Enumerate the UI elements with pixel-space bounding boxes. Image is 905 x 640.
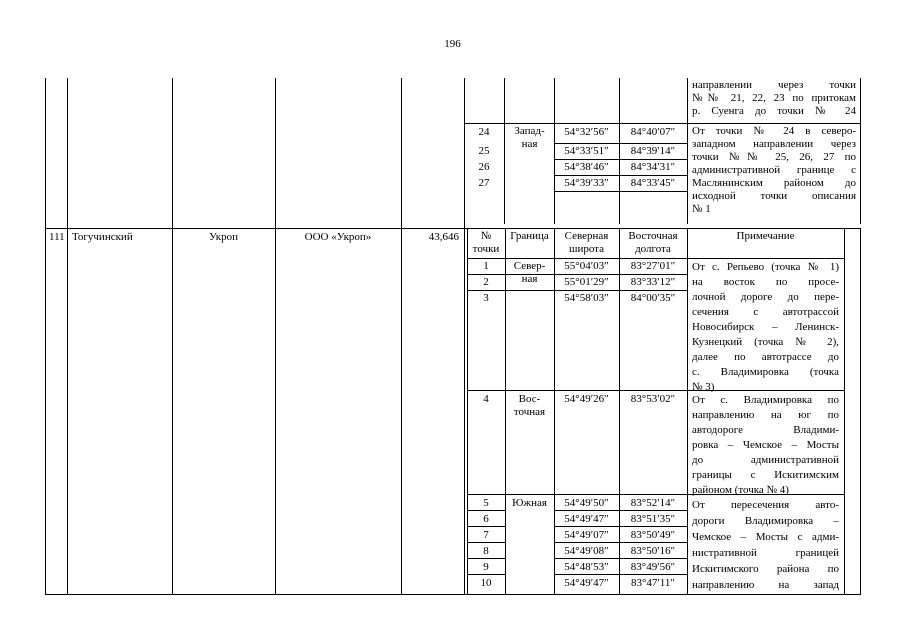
longitude: 84°33′45″: [630, 177, 676, 189]
latitude: 54°33′51″: [564, 145, 609, 157]
latitude: 54°39′33″: [564, 177, 609, 189]
longitude: 83°33′12″: [630, 276, 676, 288]
point-number: 7: [483, 529, 489, 541]
latitude: 54°48′53″: [564, 561, 609, 573]
point-number: 26: [478, 161, 490, 173]
longitude: 83°52′14″: [630, 497, 676, 509]
latitude: 54°49′47″: [564, 577, 609, 589]
longitude: 83°50′16″: [630, 545, 676, 557]
point-number: 5: [483, 497, 489, 509]
header-latitude: Северная широта: [564, 230, 609, 255]
point-number: 3: [483, 292, 489, 304]
point-number: 25: [478, 145, 490, 157]
area-value: 43,646: [428, 231, 459, 243]
page-number: 196: [444, 38, 461, 50]
longitude: 84°40′07″: [630, 126, 676, 138]
latitude: 54°49′07″: [564, 529, 609, 541]
longitude: 84°39′14″: [630, 145, 676, 157]
border-label-north: Север- ная: [513, 260, 546, 285]
note-south: От пересечения авто- дороги Владимировка – Чемское – Мосты с адми- нистративной границей Искитимского района по направлению на запад: [692, 499, 839, 591]
border-label-south: Южная: [512, 497, 547, 509]
district-name: Тогучинский: [72, 231, 133, 243]
note-west: От точки № 24 в северо- западном направлении через точки №№ 25, 26, 27 по административной границе с Маслянинским районом до исходной точки описания № 1: [692, 125, 856, 215]
hunting-ground-name: Укроп: [208, 231, 239, 243]
latitude: 55°04′03″: [564, 260, 609, 272]
longitude: 83°53′02″: [630, 393, 676, 405]
latitude: 54°49′47″: [564, 513, 609, 525]
latitude: 54°49′50″: [564, 497, 609, 509]
record-number: 111: [49, 231, 65, 243]
longitude: 83°51′35″: [630, 513, 676, 525]
latitude: 54°58′03″: [564, 292, 609, 304]
latitude: 54°38′46″: [564, 161, 609, 173]
header-point-number: № точки: [472, 230, 500, 255]
point-number: 10: [480, 577, 492, 589]
header-longitude: Восточная долгота: [628, 230, 678, 255]
organization-name: ООО «Укроп»: [304, 231, 372, 243]
longitude: 83°50′49″: [630, 529, 676, 541]
point-number: 2: [483, 276, 489, 288]
header-note: Примечание: [736, 230, 795, 242]
border-label-east: Вос- точная: [513, 393, 546, 418]
longitude: 84°34′31″: [630, 161, 676, 173]
header-border: Граница: [510, 230, 549, 242]
latitude: 54°49′26″: [564, 393, 609, 405]
border-label-west: Запад- ная: [514, 125, 545, 150]
note-north: От с. Репьево (точка № 1) на восток по просе- лочной дороге до пере- сечения с автотрассой Новосибирск – Ленинск- Кузнецкий (точка № 2), далее по автотрассе до с. Владимировка (точка № 3): [692, 261, 839, 393]
latitude: 54°32′56″: [564, 126, 609, 138]
point-number: 9: [483, 561, 489, 573]
latitude: 54°49′08″: [564, 545, 609, 557]
longitude: 83°47′11″: [631, 577, 675, 589]
longitude: 84°00′35″: [630, 292, 676, 304]
point-number: 8: [483, 545, 489, 557]
note-east: От с. Владимировка по направлению на юг по автодороге Владими- ровка – Чемское – Мосты до административной границы с Искитимским районом (точка № 4): [692, 394, 839, 496]
latitude: 55°01′29″: [564, 276, 609, 288]
longitude: 83°27′01″: [630, 260, 676, 272]
point-number: 27: [478, 177, 490, 189]
longitude: 83°49′56″: [630, 561, 676, 573]
note-continuation: направлении через точки №№ 21, 22, 23 по притокам р. Суенга до точки № 24: [692, 79, 856, 117]
point-number: 1: [483, 260, 489, 272]
point-number: 4: [483, 393, 489, 405]
point-number: 24: [478, 126, 490, 138]
point-number: 6: [483, 513, 489, 525]
